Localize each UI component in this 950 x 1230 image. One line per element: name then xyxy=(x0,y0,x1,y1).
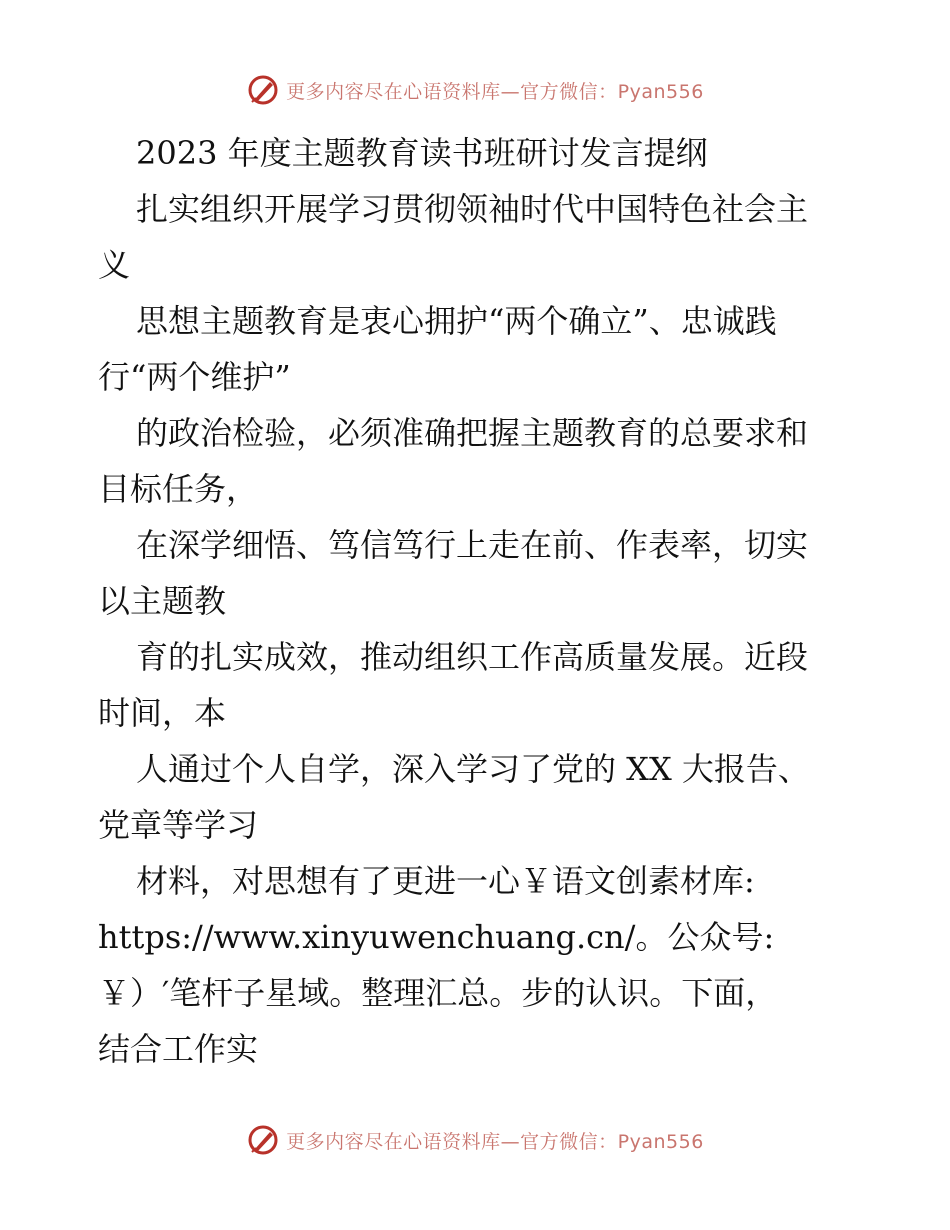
quill-pen-circle-icon xyxy=(246,1123,280,1157)
watermark-banner-bottom xyxy=(0,1120,950,1160)
quill-pen-circle-icon xyxy=(246,73,280,107)
document-line: 的政治检验，必须准确把握主题教育的总要求和 xyxy=(136,414,809,452)
document-line: 扎实组织开展学习贯彻领袖时代中国特色社会主 xyxy=(136,190,809,228)
document-line: 2023 年度主题教育读书班研讨发言提纲 xyxy=(136,134,708,172)
watermark-banner-text: 更多内容尽在心语资料库—官方微信：Pyan556 xyxy=(286,1130,704,1153)
document-line: 人通过个人自学，深入学习了党的 XX 大报告、 xyxy=(136,750,810,788)
document-line: 时间，本 xyxy=(98,694,227,732)
document-line: 以主题教 xyxy=(98,582,227,620)
watermark-banner-text: 更多内容尽在心语资料库—官方微信：Pyan556 xyxy=(286,80,704,103)
document-body xyxy=(98,125,858,1077)
document-line: 材料，对思想有了更进一心￥语文创素材库: xyxy=(136,862,755,900)
document-line: https://www.xinyuwenchuang.cn/。公众号: xyxy=(98,918,775,956)
document-line: 育的扎实成效，推动组织工作高质量发展。近段 xyxy=(136,638,809,676)
document-line: 行“两个维护” xyxy=(98,358,291,396)
document-line: 在深学细悟、笃信笃行上走在前、作表率，切实 xyxy=(136,526,809,564)
document-line: 思想主题教育是衷心拥护“两个确立”、忠诚践 xyxy=(136,302,777,340)
document-line: 结合工作实 xyxy=(98,1030,259,1068)
document-line: 党章等学习 xyxy=(98,806,259,844)
watermark-banner-top xyxy=(0,70,950,110)
document-line: ￥）′笔杆子星域。整理汇总。步的认识。下面， xyxy=(98,974,778,1012)
document-line: 目标任务， xyxy=(98,470,259,508)
document-line: 义 xyxy=(98,246,131,284)
